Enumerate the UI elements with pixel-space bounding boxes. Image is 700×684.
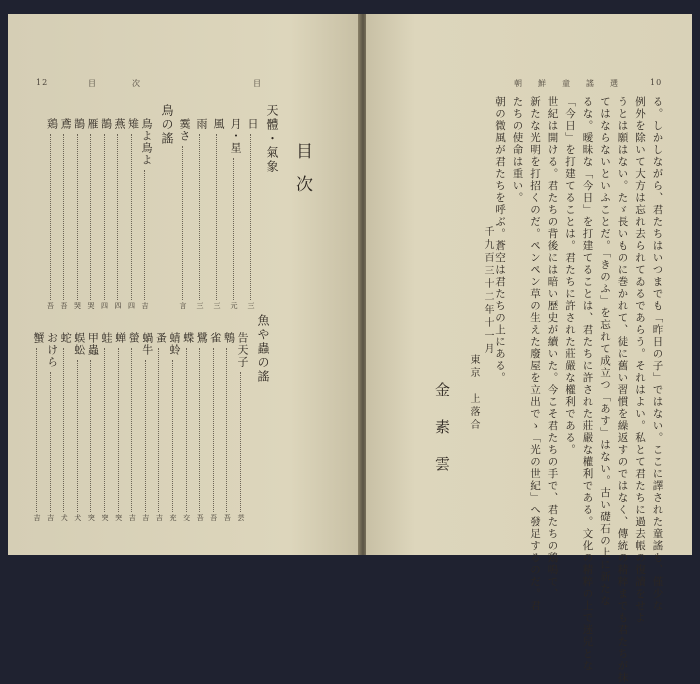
toc-entry-page: 吉 [141, 302, 149, 309]
toc-entry-page: 吾 [196, 514, 205, 521]
preface-column: 朝の微風が君たちを呼ぶ。蒼空は君たちの上にある。 [494, 96, 506, 384]
toc-entry-title: 蛙 [100, 332, 113, 344]
toc-entry-title: 霙さ [178, 118, 191, 142]
toc-leader-dots [63, 348, 65, 512]
preface-column: る。しかしながら、君たちはいつまでも「昨日の子」ではない。ここに譯された童謠も、僅少な [651, 96, 664, 612]
right-page-preface [366, 14, 692, 684]
toc-entry-page: 吾 [223, 514, 232, 521]
toc-leader-dots [240, 372, 242, 512]
toc-title: 目次 [292, 142, 312, 208]
toc-entry-page: 吾 [46, 302, 55, 309]
toc-entry-page: 四 [100, 302, 109, 309]
toc-entry-title: 螢 [127, 332, 141, 344]
toc-leader-dots [77, 360, 79, 512]
preface-column: てはならないといふことだ。「きのふ」を忘れて成立つ「あす」はない。古い礎石の上に新たな [599, 96, 611, 607]
preface-date: 千九百三十二年十一月 [482, 226, 493, 356]
toc-entry-page: 突 [101, 514, 109, 521]
toc-entry-title: 雉 [126, 118, 140, 130]
toc-entry-page: 吉 [128, 514, 137, 521]
toc-leader-dots [213, 348, 215, 512]
toc-entry-page: 哭 [73, 302, 82, 309]
toc-leader-dots [145, 360, 147, 512]
toc-entry-title: 蚤 [154, 332, 168, 344]
toc-leader-dots [36, 348, 38, 512]
toc-entry-title: 鳶 [59, 118, 72, 130]
open-book [8, 14, 692, 684]
toc-leader-dots [182, 146, 184, 300]
toc-entry-title: 鵯 [222, 332, 236, 344]
toc-entry-page: 犬 [60, 514, 69, 521]
toc-entry-page: 言 [179, 302, 187, 309]
toc-entry-title: 蛇 [59, 332, 73, 344]
toc-leader-dots [63, 134, 65, 300]
toc-entry-title: 蟹 [32, 332, 45, 344]
toc-entry-page: 吉 [141, 514, 150, 521]
toc-leader-dots [50, 134, 52, 300]
preface-column: うとは願はない。たゞ長いものに巻かれて、徒に舊い習慣を繰返すのではなく、傳統の精粹までも君たちが抹 [616, 96, 629, 684]
toc-entry-page: 四 [127, 302, 136, 309]
toc-entry-page: 犬 [73, 514, 82, 521]
toc-leader-dots [233, 158, 235, 300]
toc-leader-dots [226, 348, 228, 512]
toc-entry-title: 告天子 [236, 332, 249, 368]
preface-column: 世紀は開ける。君たちの背後には暗い歴史が續いた。今こそ君たちの手で、君たちの鶏鳴で、 [546, 96, 559, 600]
toc-entry-page: 吉 [33, 514, 41, 521]
toc-entry-title: 蜻蛉 [168, 332, 181, 356]
toc-leader-dots [90, 360, 92, 512]
toc-leader-dots [216, 134, 218, 300]
toc-entry-page: 交 [182, 514, 191, 521]
toc-section-heading: 天體・氣象 [265, 104, 279, 174]
running-head-page-number: 10 [650, 78, 663, 87]
toc-leader-dots [131, 348, 133, 512]
toc-entry-page: 吉 [46, 514, 55, 521]
toc-entry-page: 芸 [237, 514, 245, 521]
toc-leader-dots [50, 372, 52, 512]
running-head-title: 目 次 目 [88, 79, 264, 88]
toc-leader-dots [172, 360, 174, 512]
preface-column: 例外を除いて大方は忘れ去られてゐるであらう。それはよい。私とて君たちに過去帳の復讀をせよ [634, 96, 646, 624]
toc-entry-title: 蝉 [113, 332, 127, 344]
toc-leader-dots [90, 134, 92, 300]
toc-leader-dots [104, 348, 106, 512]
toc-entry-title: 鶏 [45, 118, 59, 130]
toc-entry-title: 蜈蚣 [72, 332, 86, 356]
toc-entry-page: 突 [87, 514, 96, 521]
toc-entry-title: 雀 [208, 332, 222, 344]
toc-section-heading: 鳥の謠 [160, 104, 174, 146]
toc-leader-dots [117, 134, 119, 300]
toc-leader-dots [104, 134, 106, 300]
running-head-title: 朝 鮮 童 謠 選 [514, 79, 622, 88]
toc-leader-dots [131, 134, 133, 300]
toc-entry-page: 吾 [209, 514, 218, 521]
toc-leader-dots [199, 348, 201, 512]
toc-entry-page: 突 [114, 514, 123, 521]
running-head-page-number: 12 [36, 78, 49, 87]
preface-column: 「今日」を打建てることは。君たちに許された莊嚴な權利である。 [564, 96, 576, 456]
toc-leader-dots [144, 170, 146, 300]
preface-column: るな。曖昧な「今日」を打建てることは、君たちに許された莊嚴な權利である。文化の精粹の上で迷兒とな [581, 96, 594, 672]
preface-column: たちの使命は重い。 [511, 96, 524, 204]
toc-leader-dots [199, 134, 201, 300]
toc-entry-title: 月・星 [229, 118, 242, 154]
toc-entry-title: 蝶 [181, 332, 195, 344]
toc-entry-page: 三 [196, 302, 204, 309]
toc-leader-dots [118, 348, 120, 512]
preface-place: 東京 上落合 [468, 354, 479, 432]
toc-entry-title: おけら [45, 332, 59, 368]
preface-column: 新たな光明を打招くのだ。ペンペン草の生えた廢屋を立出でゝ「光の世紀」へ發足するのだ。君 [529, 96, 541, 612]
toc-entry-page: 元 [230, 302, 238, 309]
toc-leader-dots [158, 348, 160, 512]
toc-entry-page: 吉 [155, 514, 164, 521]
preface-author: 金素雲 [433, 382, 451, 493]
toc-entry-title: 鳥よ鳥よ [140, 118, 153, 166]
toc-entry-title: 日 [246, 118, 259, 130]
left-page-toc [8, 14, 360, 555]
toc-leader-dots [186, 348, 188, 512]
toc-entry-title: 雁 [86, 118, 99, 130]
toc-leader-dots [77, 134, 79, 300]
toc-entry-title: 風 [212, 118, 225, 130]
toc-entry-title: 鵲 [72, 118, 86, 130]
toc-entry-page: 充 [169, 514, 177, 521]
toc-leader-dots [250, 134, 252, 300]
toc-entry-title: 蝸牛 [140, 332, 154, 356]
toc-entry-page: 三 [247, 302, 255, 309]
toc-entry-title: 甲蟲 [86, 332, 100, 356]
toc-entry-title: 雨 [195, 118, 208, 130]
toc-entry-title: 鵲 [99, 118, 113, 130]
toc-section-heading: 魚や蟲の謠 [256, 314, 270, 384]
toc-entry-page: 三 [213, 302, 221, 309]
toc-entry-page: 吾 [60, 302, 68, 309]
toc-entry-page: 哭 [87, 302, 95, 309]
toc-entry-title: 鷺 [195, 332, 209, 344]
toc-entry-title: 燕 [113, 118, 126, 130]
toc-entry-page: 四 [114, 302, 122, 309]
